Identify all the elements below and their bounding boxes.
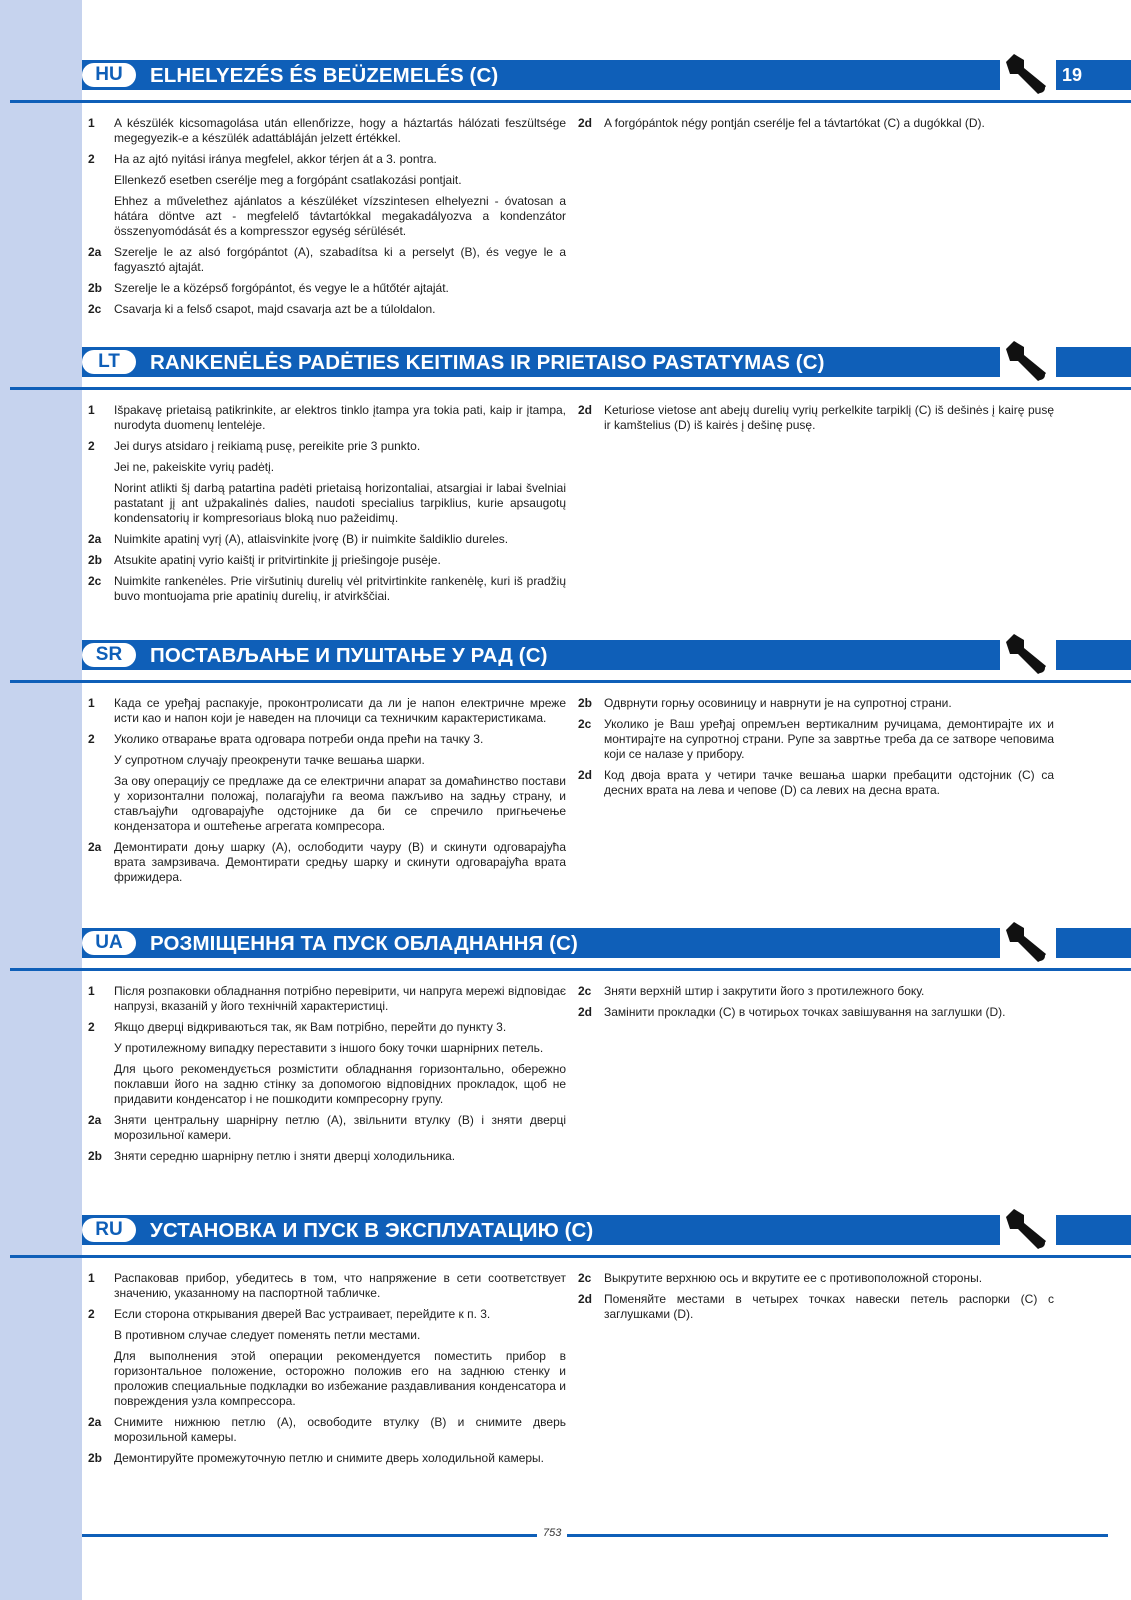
left-column bbox=[88, 1271, 566, 1472]
step-paragraph: У протилежному випадку переставити з іншого боку точки шарнірних петель. bbox=[114, 1041, 544, 1055]
left-column bbox=[88, 696, 566, 891]
step-paragraph: Для цього рекомендується розмістити обладнання горизонтально, обережно поклавши його на задню стінку за допомогою відповідних прокладок, щоб не придавити конденсатор і не пошкодити компресорну групу. bbox=[114, 1062, 566, 1106]
step-item bbox=[578, 717, 1054, 762]
language-badge: LT bbox=[82, 350, 136, 374]
step-number: 1 bbox=[88, 1271, 95, 1285]
language-badge: SR bbox=[82, 643, 136, 667]
right-column bbox=[578, 403, 1054, 439]
step-number: 2b bbox=[578, 696, 593, 710]
footer-page-number: 753 bbox=[543, 1527, 562, 1539]
step-text: Išpakavę prietaisą patikrinkite, ar elektros tinklo įtampa yra tokia pati, kaip ir įtampa, nurodyta duomenų lentelėje. bbox=[114, 403, 566, 432]
step-number: 2b bbox=[88, 281, 103, 295]
step-text: Szerelje le a középső forgópántot, és vegye le a hűtőtér ajtaját. bbox=[114, 281, 449, 295]
section-ru bbox=[82, 1215, 1131, 1505]
step-item bbox=[88, 574, 566, 604]
step-text: Зняти верхній штир і закрутити його з протилежного боку. bbox=[604, 984, 925, 998]
step-text: Keturiose vietose ant abejų durelių vyrių perkelkite tarpiklį (C) iš dešinės į kairę pusę ir kamštelius (D) iš kairės į dešinę pusę. bbox=[604, 403, 1054, 432]
step-item bbox=[88, 696, 566, 726]
step-item bbox=[88, 403, 566, 433]
left-column bbox=[88, 403, 566, 610]
section-sr bbox=[82, 640, 1131, 930]
section-rule bbox=[10, 1255, 1131, 1258]
step-item bbox=[88, 840, 566, 885]
wrench-icon bbox=[1000, 628, 1056, 678]
step-text: Atsukite apatinį vyrio kaištį ir pritvirtinkite jį priešingoje pusėje. bbox=[114, 553, 441, 567]
step-item bbox=[88, 984, 566, 1014]
step-number: 1 bbox=[88, 116, 95, 130]
language-badge: HU bbox=[82, 63, 136, 87]
step-number: 1 bbox=[88, 403, 95, 417]
step-text: Замінити прокладки (C) в чотирьох точках завішування на заглушки (D). bbox=[604, 1005, 1006, 1019]
right-column bbox=[578, 696, 1054, 804]
left-margin-band bbox=[0, 0, 82, 1600]
step-item bbox=[88, 1451, 566, 1466]
section-title: RANKENĖLĖS PADĖTIES KEITIMAS IR PRIETAISO PASTATYMAS (C) bbox=[150, 351, 825, 374]
step-item bbox=[88, 439, 566, 454]
step-text: Ha az ajtó nyitási iránya megfelel, akkor térjen át a 3. pontra. bbox=[114, 152, 437, 166]
step-number: 2c bbox=[88, 302, 102, 316]
section-title: ELHELYEZÉS ÉS BEÜZEMELÉS (C) bbox=[150, 64, 499, 87]
step-number: 2b bbox=[88, 1149, 103, 1163]
step-number: 1 bbox=[88, 696, 95, 710]
step-number: 2a bbox=[88, 1415, 102, 1429]
page-number: 19 bbox=[1062, 65, 1083, 85]
step-item bbox=[88, 1020, 566, 1035]
section-header-bar bbox=[82, 928, 1131, 958]
step-number: 2d bbox=[578, 403, 593, 417]
step-paragraph: Norint atlikti šį darbą patartina padėti prietaisą horizontaliai, atsargiai ir labai švelniai pastatant jį ant užpakalinės dalies, naudoti specialius tarpiklius, kurie apsaugotų kondensatorių ir kompresoriaus bloką nuo pažeidimų. bbox=[114, 481, 566, 525]
footer-rule-left bbox=[82, 1534, 537, 1537]
section-ua bbox=[82, 928, 1131, 1218]
step-text: Распаковав прибор, убедитесь в том, что напряжение в сети соответствует значению, указанному на паспортной табличке. bbox=[114, 1271, 566, 1300]
section-rule bbox=[10, 387, 1131, 390]
step-item bbox=[88, 732, 566, 747]
right-column bbox=[578, 116, 1054, 137]
step-number: 2d bbox=[578, 116, 593, 130]
step-number: 2a bbox=[88, 1113, 102, 1127]
step-item bbox=[578, 768, 1054, 798]
step-text: Поменяйте местами в четырех точках навески петель распорки (C) с заглушками (D). bbox=[604, 1292, 1054, 1321]
step-number: 1 bbox=[88, 984, 95, 998]
wrench-icon bbox=[1000, 48, 1056, 98]
section-title: ПОСТАВЉАЊЕ И ПУШТАЊЕ У РАД (C) bbox=[150, 644, 548, 667]
step-text: Если сторона открывания дверей Вас устраивает, перейдите к п. 3. bbox=[114, 1307, 491, 1321]
wrench-icon bbox=[1000, 1203, 1056, 1253]
step-text: Уколико је Ваш уређај опремљен вертикалним ручицама, демонтирајте их и монтирајте на супротној страни. Рупе за завртње треба да се затворе чеповима који се налазе у прибору. bbox=[604, 717, 1054, 761]
language-badge: UA bbox=[82, 931, 136, 955]
step-text: Када се уређај распакује, проконтролисати да ли је напон електричне мреже исти као и напон који је наведен на плочици са техничким карактеристикама. bbox=[114, 696, 566, 725]
step-number: 2d bbox=[578, 1292, 593, 1306]
left-column bbox=[88, 984, 566, 1170]
step-paragraph: У супротном случају преокренути тачке вешања шарки. bbox=[114, 753, 425, 767]
step-item bbox=[578, 1292, 1054, 1322]
section-rule bbox=[10, 968, 1131, 971]
step-item bbox=[578, 984, 1054, 999]
step-item bbox=[88, 116, 566, 146]
section-title: УСТАНОВКА И ПУСК В ЭКСПЛУАТАЦИЮ (C) bbox=[150, 1219, 594, 1242]
language-badge: RU bbox=[82, 1218, 136, 1242]
section-lt bbox=[82, 347, 1131, 637]
step-item bbox=[88, 532, 566, 547]
step-paragraph: В противном случае следует поменять петли местами. bbox=[114, 1328, 421, 1342]
step-item bbox=[88, 1271, 566, 1301]
section-header-bar bbox=[82, 1215, 1131, 1245]
wrench-icon bbox=[1000, 916, 1056, 966]
step-number: 2a bbox=[88, 840, 102, 854]
step-text: Nuimkite rankenėles. Prie viršutinių durelių vėl pritvirtinkite rankenėlę, kuri iš pradžių buvo montuojama prie apatinių durelių, ir atvirkščiai. bbox=[114, 574, 566, 603]
step-paragraph: Ehhez a művelethez ajánlatos a készüléket vízszintesen elhelyezni - óvatosan a hátára döntve azt - megfelelő távtartókkal megakadályozva a kondenzátor összenyomódását és a kompresszor egység sérülését. bbox=[114, 194, 566, 238]
step-item bbox=[88, 1307, 566, 1322]
step-number: 2c bbox=[578, 717, 592, 731]
step-text: Зняти середню шарнірну петлю і зняти дверці холодильника. bbox=[114, 1149, 456, 1163]
step-item bbox=[88, 1149, 566, 1164]
wrench-icon bbox=[1000, 335, 1056, 385]
step-item bbox=[88, 302, 566, 317]
step-number: 2c bbox=[578, 1271, 592, 1285]
step-paragraph: За ову операцију се предлаже да се електрични апарат за домаћинство постави у хоризонтални положај, полагајући га веома пажљиво на задњу страну, и стављајући одговарајуће одстојнике да би се спречило пригњечење кондензатора и оштећење агрегата компресора. bbox=[114, 774, 566, 833]
step-item bbox=[88, 152, 566, 167]
step-number: 2c bbox=[578, 984, 592, 998]
section-hu bbox=[82, 60, 1131, 350]
step-number: 2c bbox=[88, 574, 102, 588]
step-item bbox=[578, 403, 1054, 433]
step-number: 2a bbox=[88, 245, 102, 259]
step-number: 2 bbox=[88, 732, 95, 746]
step-text: A forgópántok négy pontján cserélje fel a távtartókat (C) a dugókkal (D). bbox=[604, 116, 985, 130]
step-text: Nuimkite apatinį vyrį (A), atlaisvinkite įvorę (B) ir nuimkite šaldiklio dureles. bbox=[114, 532, 509, 546]
step-item bbox=[88, 245, 566, 275]
step-text: Jei durys atsidaro į reikiamą pusę, pereikite prie 3 punkto. bbox=[114, 439, 421, 453]
step-item bbox=[578, 696, 1054, 711]
step-item bbox=[578, 1271, 1054, 1286]
step-text: Якщо дверці відкриваються так, як Вам потрібно, перейти до пункту 3. bbox=[114, 1020, 507, 1034]
step-number: 2d bbox=[578, 1005, 593, 1019]
step-item bbox=[88, 553, 566, 568]
section-title: РОЗМІЩЕННЯ ТА ПУСК ОБЛАДНАННЯ (C) bbox=[150, 932, 578, 955]
step-text: Szerelje le az alsó forgópántot (A), szabadítsa ki a perselyt (B), és vegye le a fagyasztó ajtaját. bbox=[114, 245, 566, 274]
section-rule bbox=[10, 680, 1131, 683]
step-item bbox=[88, 1415, 566, 1445]
step-paragraph: Ellenkező esetben cserélje meg a forgópánt csatlakozási pontjait. bbox=[114, 173, 462, 187]
left-column bbox=[88, 116, 566, 323]
step-number: 2d bbox=[578, 768, 593, 782]
step-item bbox=[578, 1005, 1054, 1020]
step-paragraph: Для выполнения этой операции рекомендуется поместить прибор в горизонтальное положение, осторожно положив его на заднюю стенку и проложив специальные подкладки во избежание раздавливания конденсатора и повреждения узла компрессора. bbox=[114, 1349, 566, 1408]
step-text: Демонтируйте промежуточную петлю и снимите дверь холодильной камеры. bbox=[114, 1451, 545, 1465]
section-header-bar bbox=[82, 347, 1131, 377]
step-text: Демонтирати доњу шарку (A), ослободити чауру (B) и скинути одговарајућа врата замрзивача. Демонтирати средњу шарку и скинути одговарајућа врата фрижидера. bbox=[114, 840, 566, 884]
step-number: 2 bbox=[88, 152, 95, 166]
step-text: Код двоја врата у четири тачке вешања шарки пребацити одстојник (C) са десних врата на лева и чепове (D) са левих на десна врата. bbox=[604, 768, 1054, 797]
step-text: A készülék kicsomagolása után ellenőrizze, hogy a háztartás hálózati feszültsége megegyezik-e a készülék adattábláján jelzett értékkel. bbox=[114, 116, 566, 145]
step-item bbox=[88, 281, 566, 296]
step-text: Зняти центральну шарнірну петлю (A), звільнити втулку (B) і зняти дверці морозильної камери. bbox=[114, 1113, 566, 1142]
step-number: 2a bbox=[88, 532, 102, 546]
step-number: 2b bbox=[88, 1451, 103, 1465]
step-text: Csavarja ki a felső csapot, majd csavarja azt be a túloldalon. bbox=[114, 302, 436, 316]
step-number: 2 bbox=[88, 1020, 95, 1034]
step-text: Після розпаковки обладнання потрібно перевірити, чи напруга мережі відповідає напрузі, вказаній у його технічній характеристиці. bbox=[114, 984, 566, 1013]
step-item bbox=[88, 1113, 566, 1143]
footer-rule-right bbox=[567, 1534, 1108, 1537]
section-header-bar bbox=[82, 640, 1131, 670]
step-item bbox=[578, 116, 1054, 131]
step-text: Уколико отварање врата одговара потреби онда прећи на тачку 3. bbox=[114, 732, 484, 746]
step-text: Выкрутите верхнюю ось и вкрутите ее с противоположной стороны. bbox=[604, 1271, 983, 1285]
step-number: 2b bbox=[88, 553, 103, 567]
step-number: 2 bbox=[88, 439, 95, 453]
section-header-bar bbox=[82, 60, 1131, 90]
step-number: 2 bbox=[88, 1307, 95, 1321]
right-column bbox=[578, 984, 1054, 1026]
right-column bbox=[578, 1271, 1054, 1328]
section-rule bbox=[10, 100, 1131, 103]
step-paragraph: Jei ne, pakeiskite vyrių padėtį. bbox=[114, 460, 275, 474]
step-text: Одврнути горњу осовиницу и наврнути је на супротној страни. bbox=[604, 696, 952, 710]
step-text: Снимите нижнюю петлю (A), освободите втулку (B) и снимите дверь морозильной камеры. bbox=[114, 1415, 566, 1444]
